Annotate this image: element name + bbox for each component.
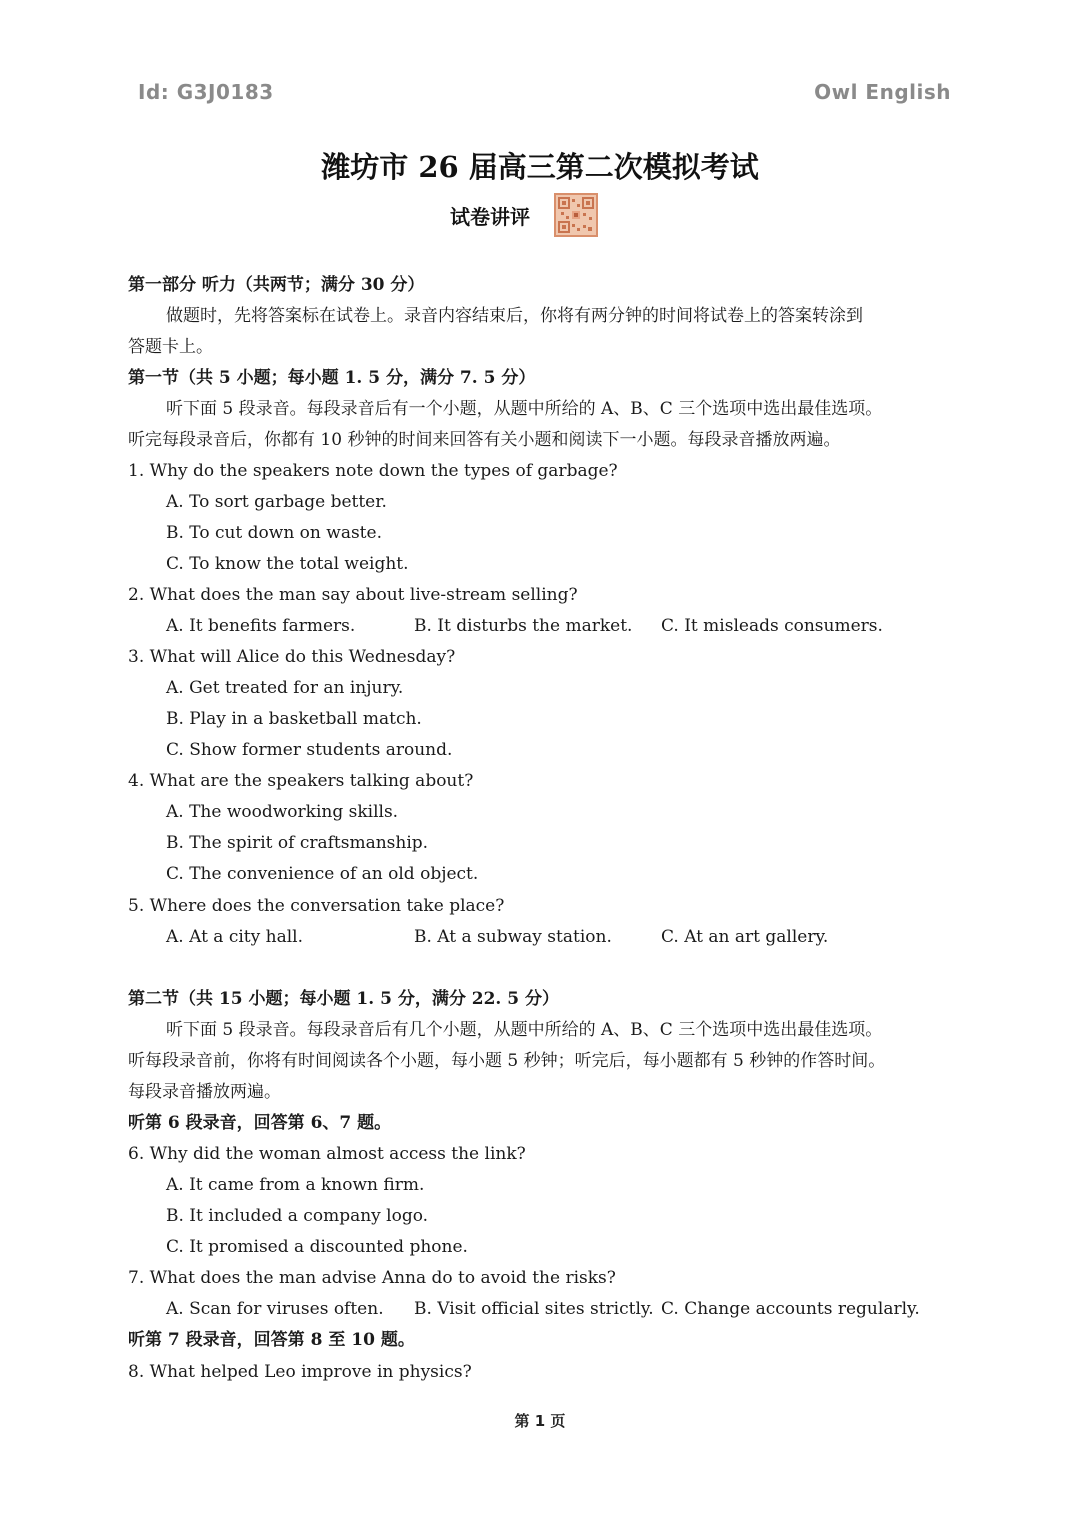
question-2-option-a: A. It benefits farmers. xyxy=(166,616,356,636)
question-4-option-c: C. The convenience of an old object. xyxy=(166,864,479,884)
part1-heading: 第一部分 听力（共两节；满分 30 分） xyxy=(128,275,425,295)
section2-instruction-line3: 每段录音播放两遍。 xyxy=(128,1082,281,1102)
question-2-option-c: C. It misleads consumers. xyxy=(661,616,883,636)
question-4-stem: 4. What are the speakers talking about? xyxy=(128,771,474,791)
qr-code-icon xyxy=(554,193,598,237)
question-5-stem: 5. Where does the conversation take place? xyxy=(128,896,505,916)
question-1-option-b: B. To cut down on waste. xyxy=(166,523,382,543)
audio-7-heading: 听第 7 段录音，回答第 8 至 10 题。 xyxy=(128,1330,415,1350)
question-2-option-b: B. It disturbs the market. xyxy=(414,616,633,636)
page-number: 第 1 页 xyxy=(514,1412,566,1430)
question-5-option-c: C. At an art gallery. xyxy=(661,927,829,947)
part1-instruction-line1: 做题时，先将答案标在试卷上。录音内容结束后，你将有两分钟的时间将试卷上的答案转涂到 xyxy=(166,306,863,326)
question-7-option-b: B. Visit official sites strictly. xyxy=(414,1299,654,1319)
question-4-option-a: A. The woodworking skills. xyxy=(166,802,399,822)
question-3-option-b: B. Play in a basketball match. xyxy=(166,709,422,729)
question-4-option-b: B. The spirit of craftsmanship. xyxy=(166,833,429,853)
question-8-stem: 8. What helped Leo improve in physics? xyxy=(128,1362,472,1382)
question-3-option-a: A. Get treated for an injury. xyxy=(166,678,404,698)
question-3-stem: 3. What will Alice do this Wednesday? xyxy=(128,647,456,667)
question-6-option-b: B. It included a company logo. xyxy=(166,1206,429,1226)
question-7-option-c: C. Change accounts regularly. xyxy=(661,1299,920,1319)
question-5-option-b: B. At a subway station. xyxy=(414,927,612,947)
part1-instruction-line2: 答题卡上。 xyxy=(128,337,213,357)
question-7-option-a: A. Scan for viruses often. xyxy=(166,1299,384,1319)
page-title: 潍坊市 26 届高三第二次模拟考试 xyxy=(321,150,759,184)
section1-instruction-line2: 听完每段录音后，你都有 10 秒钟的时间来回答有关小题和阅读下一小题。每段录音播放两遍。 xyxy=(128,430,841,450)
audio-6-heading: 听第 6 段录音，回答第 6、7 题。 xyxy=(128,1113,392,1133)
section1-instruction-line1: 听下面 5 段录音。每段录音后有一个小题，从题中所给的 A、B、C 三个选项中选出最佳选项。 xyxy=(166,399,883,419)
section1-heading: 第一节（共 5 小题；每小题 1. 5 分，满分 7. 5 分） xyxy=(128,368,536,388)
question-6-option-c: C. It promised a discounted phone. xyxy=(166,1237,468,1257)
subtitle: 试卷讲评 xyxy=(450,204,530,229)
question-1-option-c: C. To know the total weight. xyxy=(166,554,409,574)
question-2-stem: 2. What does the man say about live-stream selling? xyxy=(128,585,578,605)
question-3-option-c: C. Show former students around. xyxy=(166,740,453,760)
question-1-option-a: A. To sort garbage better. xyxy=(166,492,387,512)
section2-instruction-line2: 听每段录音前，你将有时间阅读各个小题，每小题 5 秒钟；听完后，每小题都有 5 秒钟的作答时间。 xyxy=(128,1051,886,1071)
subtitle-row xyxy=(450,192,598,238)
question-1-stem: 1. Why do the speakers note down the types of garbage? xyxy=(128,461,618,481)
brand-label: Owl English xyxy=(814,80,951,104)
section2-heading: 第二节（共 15 小题；每小题 1. 5 分，满分 22. 5 分） xyxy=(128,989,559,1009)
question-7-stem: 7. What does the man advise Anna do to avoid the risks? xyxy=(128,1268,616,1288)
question-5-option-a: A. At a city hall. xyxy=(166,927,303,947)
question-6-stem: 6. Why did the woman almost access the link? xyxy=(128,1144,526,1164)
doc-id-label: Id: G3J0183 xyxy=(138,80,274,104)
section2-instruction-line1: 听下面 5 段录音。每段录音后有几个小题，从题中所给的 A、B、C 三个选项中选出最佳选项。 xyxy=(166,1020,883,1040)
question-6-option-a: A. It came from a known firm. xyxy=(166,1175,425,1195)
